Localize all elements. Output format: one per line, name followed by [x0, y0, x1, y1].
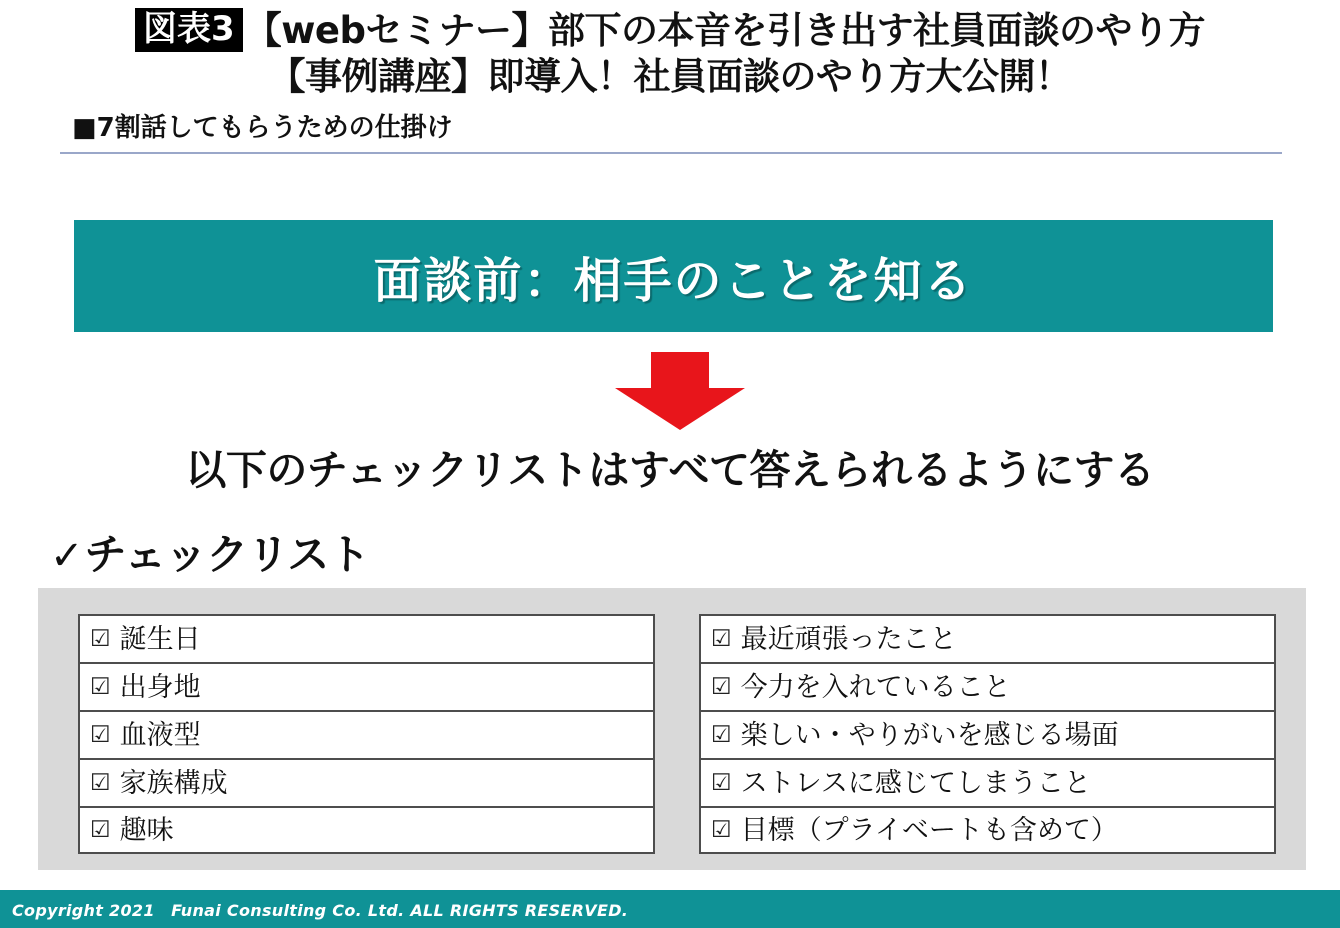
slide-header	[0, 0, 1340, 99]
checkbox-icon[interactable]: ☑	[90, 673, 111, 700]
list-item[interactable]	[78, 662, 655, 710]
list-item-label: 趣味	[119, 814, 174, 846]
list-item[interactable]	[699, 806, 1276, 854]
list-item[interactable]	[78, 710, 655, 758]
list-item[interactable]	[78, 758, 655, 806]
checkbox-icon[interactable]: ☑	[711, 816, 732, 843]
header-divider	[60, 152, 1282, 154]
checklist-columns	[38, 588, 1306, 854]
list-item[interactable]	[699, 758, 1276, 806]
copyright-text: Copyright 2021 Funai Consulting Co. Ltd. ALL RIGHTS RESERVED.	[12, 900, 629, 920]
title-line-2: 【事例講座】即導入！社員面談のやり方大公開！	[268, 54, 1072, 98]
checkbox-icon[interactable]: ☑	[90, 721, 111, 748]
check-mark-icon: ✓	[50, 533, 83, 579]
checkbox-icon[interactable]: ☑	[90, 816, 111, 843]
section-banner	[74, 220, 1273, 332]
checkbox-icon[interactable]: ☑	[90, 769, 111, 796]
list-item-label: 血液型	[119, 719, 201, 751]
list-item-label: 楽しい・やりがいを感じる場面	[740, 719, 1119, 751]
checklist-column-right	[699, 614, 1276, 854]
section-banner-label: 面談前：相手のことを知る	[373, 252, 974, 309]
checklist-heading	[50, 522, 369, 582]
title-line-1	[18, 8, 1322, 53]
subheading-wrap	[0, 113, 1340, 154]
title-line-1-text: 【webセミナー】部下の本音を引き出す社員面談のやり方	[244, 9, 1205, 52]
list-item-label: 最近頑張ったこと	[740, 623, 957, 655]
list-item-label: 誕生日	[119, 623, 201, 655]
list-item-label: 目標（プライベートも含めて）	[740, 814, 1118, 846]
checklist-panel	[38, 588, 1306, 870]
subheading: ■7割話してもらうための仕掛け	[72, 113, 453, 144]
checklist-column-left	[78, 614, 655, 854]
list-item-label: 今力を入れていること	[740, 671, 1011, 703]
list-item-label: 家族構成	[119, 767, 228, 799]
list-item-label: ストレスに感じてしまうこと	[740, 767, 1091, 799]
slide-footer	[0, 890, 1340, 928]
checklist-heading-label: チェックリスト	[84, 530, 370, 579]
statement-text: 以下のチェックリストはすべて答えられるようにする	[185, 446, 1155, 494]
checkbox-icon[interactable]: ☑	[711, 769, 732, 796]
list-item[interactable]	[699, 662, 1276, 710]
list-item-label: 出身地	[119, 671, 201, 703]
checkbox-icon[interactable]: ☑	[711, 673, 732, 700]
list-item[interactable]	[699, 710, 1276, 758]
figure-badge: 図表3	[135, 8, 243, 52]
down-arrow-icon	[615, 352, 745, 430]
list-item[interactable]	[78, 806, 655, 854]
list-item[interactable]	[78, 614, 655, 662]
list-item[interactable]	[699, 614, 1276, 662]
checkbox-icon[interactable]: ☑	[711, 625, 732, 652]
checkbox-icon[interactable]: ☑	[90, 625, 111, 652]
checkbox-icon[interactable]: ☑	[711, 721, 732, 748]
